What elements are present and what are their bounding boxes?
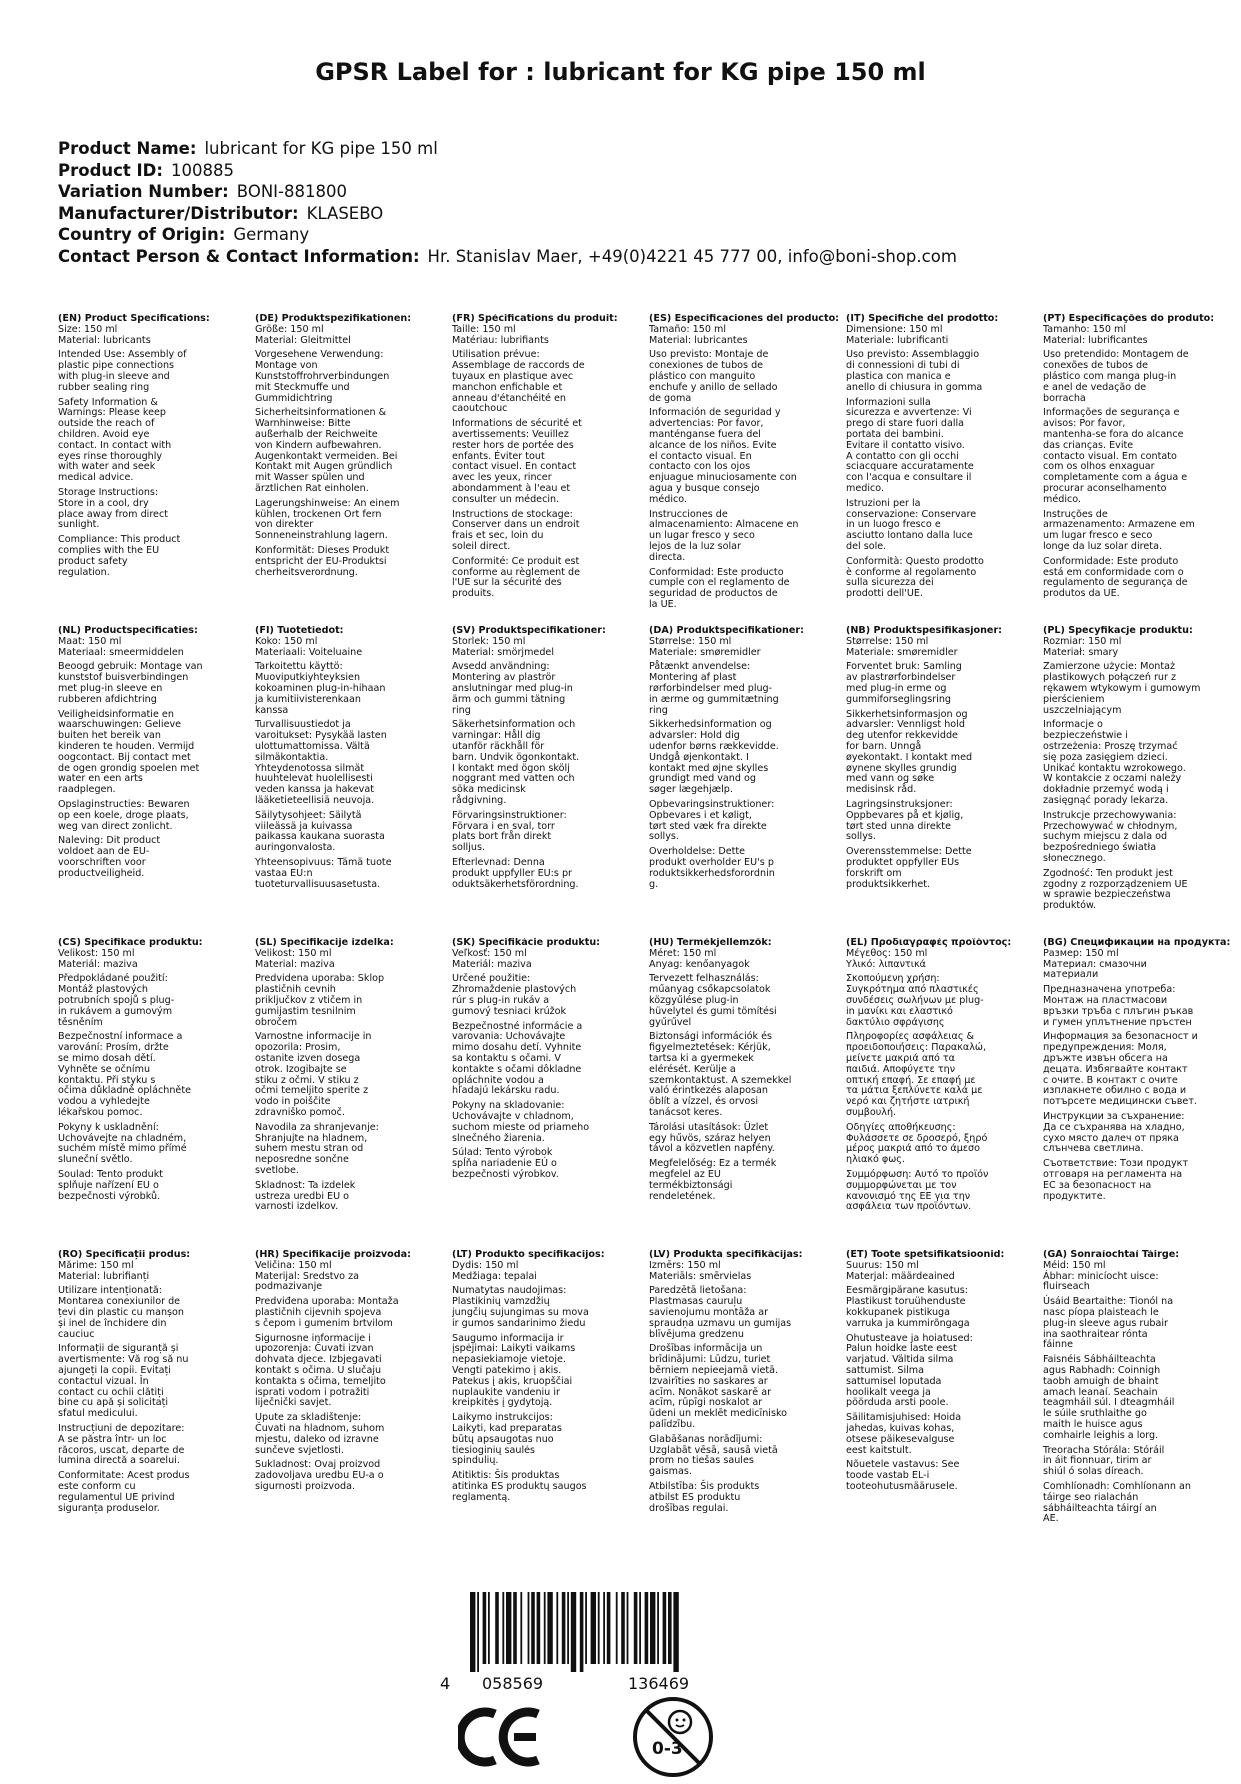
spec-line: Conformità: Questo prodotto è conforme al regolamento sulla sicurezza dei prodotti dell'UE.: [846, 555, 984, 600]
spec-line: Safety Information & Warnings: Please keep outside the reach of children. Avoid eye contact. In contact with eyes rinse thoroughly with water and seek medical advice.: [58, 396, 172, 484]
not-for-children-0-3-icon: [630, 1694, 716, 1784]
spec-line: Konformität: Dieses Produkt entspricht der EU-Produktsi cherheitsverordnung.: [255, 544, 390, 578]
barcode-bar: [591, 1592, 596, 1664]
spec-line: Größe: 150 ml: [255, 323, 324, 335]
spec-line: Glabāšanas norādījumi: Uzglabāt vēsā, sausā vietā prom no tiešas saules gaismas.: [649, 1433, 778, 1478]
spec-line: Zamierzone użycie: Montaż plastikowych połączeń rur z rękawem wtykowym i gumowym pierścieniem uszczelniającym: [1043, 661, 1201, 716]
barcode-bar: [562, 1592, 566, 1664]
spec-line: Informazioni sulla sicurezza e avvertenze: Vi prego di stare fuori dalla portata dei bambini. Evitare il contatto visivo. A contatto con gli occhi sciacquare accuratamente con l'acqua e consultare il medico.: [846, 396, 974, 494]
spec-line: Paredzētā lietošana: Plastmasas cauruļu savienojumu montāža ar spraudņa uzmavu un gumijas blīvējuma gredzenu: [649, 1285, 792, 1340]
spec-block: [255, 314, 445, 582]
barcode-bar: [537, 1592, 541, 1664]
spec-block: [846, 1250, 1036, 1497]
spec-block: [58, 314, 248, 582]
spec-heading: (EL) Προδιαγραφές προϊόντος:: [846, 938, 1012, 948]
spec-line: Μέγεθος: 150 ml: [846, 947, 928, 959]
spec-heading: (PT) Especificações do produto:: [1043, 314, 1215, 324]
barcode-bar: [650, 1592, 655, 1664]
spec-line: Conformité: Ce produit est conforme au règlement de l'UE sur la sécurité des produits.: [452, 555, 580, 600]
spec-heading: (HR) Specifikacije proizvoda:: [255, 1250, 411, 1260]
spec-line: Bezpečnostné informácie a varovania: Uchovávajte mimo dosahu detí. Vyhnite sa kontaktu s očami. V kontakte s očami dôkladne opláchnite vodou a hľadajú lekársku radu.: [452, 1020, 583, 1097]
spec-line: Οδηγίες αποθήκευσης: Φυλάσσετε σε δροσερό, ξηρό μέρος μακριά από το άμεσο ηλιακό φως.: [846, 1121, 988, 1166]
info-value: lubricant for KG pipe 150 ml: [204, 139, 438, 158]
spec-line: Upute za skladištenje: Čuvati na hladnom, suhom mjestu, daleko od izravne sunčeve svjetlosti.: [255, 1412, 385, 1456]
info-label: Product ID:: [58, 160, 163, 180]
spec-line: Pokyny k uskladnění: Uchovávejte na chladném, suchém místě mimo přímé sluneční světlo.: [58, 1121, 187, 1166]
spec-heading: (EN) Product Specifications:: [58, 314, 210, 324]
barcode-bar: [657, 1592, 659, 1664]
barcode: [440, 1592, 770, 1692]
barcode-bar: [513, 1592, 517, 1664]
spec-heading: (DA) Produktspecifikationer:: [649, 626, 804, 636]
spec-line: Sikkerhetsinformasjon og advarsler: Vennligst hold deg utenfor rekkevidde for barn. Unngå øyekontakt. I kontakt med øynene skylles grundig med vann og søke medisinsk råd.: [846, 708, 973, 796]
spec-heading: (IT) Specifiche del prodotto:: [846, 314, 999, 324]
spec-line: Σκοπούμενη χρήση: Συγκρότημα από πλαστικές συνδέσεις σωλήνων με plug- in μανίκι και ελαστικό δακτύλιο σφράγισης: [846, 973, 984, 1028]
spec-line: Material: lubricantes: [649, 334, 748, 346]
ce-mark-icon: [458, 1706, 542, 1772]
spec-line: Materiaali: Voiteluaine: [255, 646, 363, 658]
spec-block: [846, 314, 1036, 604]
spec-line: Material: maziva: [255, 958, 335, 970]
spec-block: [452, 314, 642, 604]
spec-heading: (SL) Specifikacije izdelka:: [255, 938, 394, 948]
spec-line: Съответствие: Този продукт отговаря на регламента на ЕС за безопасност на продуктите.: [1043, 1158, 1189, 1202]
info-label: Manufacturer/Distributor:: [58, 203, 299, 223]
barcode-bar: [621, 1592, 625, 1664]
spec-line: Rozmiar: 150 ml: [1043, 635, 1122, 647]
barcode-bar: [556, 1592, 558, 1664]
spec-line: Material: lubrifianți: [58, 1270, 150, 1282]
spec-line: Dydis: 150 ml: [452, 1259, 519, 1271]
spec-line: Určené použitie: Zhromaždenie plastových rúr s plug-in rukáv a gumový tesniaci krúžok: [452, 973, 577, 1017]
page-title: GPSR Label for : lubricant for KG pipe 150 ml: [315, 58, 926, 86]
spec-line: Materiaal: smeermiddelen: [58, 646, 184, 658]
spec-line: Материал: смазочни материали: [1043, 958, 1147, 981]
spec-block: [58, 938, 248, 1206]
spec-line: Overensstemmelse: Dette produktet oppfyller EUs forskrift om produktsikkerhet.: [846, 846, 972, 890]
spec-line: Tárolási utasítások: Üzlet egy hűvös, száraz helyen távol a közvetlen napfény.: [649, 1121, 775, 1155]
spec-line: Opslaginstructies: Bewaren op een koele, droge plaats, weg van direct zonlicht.: [58, 798, 190, 832]
spec-heading: (NL) Productspecificaties:: [58, 626, 198, 636]
spec-heading: (DE) Produktspezifikationen:: [255, 314, 412, 324]
spec-block: [649, 626, 839, 894]
spec-line: Påtænkt anvendelse: Montering af plast rørforbindelser med plug- in ærme og gummitætning ring: [649, 661, 779, 716]
barcode-bar: [598, 1592, 600, 1664]
spec-line: Opbevaringsinstruktioner: Opbevares i et køligt, tørt sted væk fra direkte sollys.: [649, 798, 775, 843]
spec-line: Material: smörjmedel: [452, 646, 554, 658]
spec-line: Предназначена употреба: Монтаж на пластмасови връзки тръба с плъгин ръкав и гумен уплътнение пръстен: [1043, 984, 1194, 1028]
spec-block: [1043, 314, 1233, 604]
barcode-bar: [544, 1592, 546, 1664]
barcode-bar: [639, 1592, 641, 1664]
barcode-bar: [627, 1592, 629, 1664]
spec-block: [255, 626, 445, 894]
info-row: [58, 246, 957, 268]
barcode-bar: [634, 1592, 638, 1664]
info-label: Contact Person & Contact Information:: [58, 246, 420, 266]
spec-line: Zgodność: Ten produkt jest zgodny z rozporządzeniem UE w sprawie bezpieczeństwa produktów.: [1043, 867, 1188, 912]
barcode-bar: [506, 1592, 511, 1664]
spec-line: Materiál: maziva: [58, 958, 138, 970]
spec-line: Размер: 150 ml: [1043, 947, 1119, 959]
spec-block: [255, 938, 445, 1217]
spec-line: Säkerhetsinformation och varningar: Håll dig utanför räckhåll för barn. Undvik ögonkontakt. I kontakt med ögon skölj noggrant med vatten och söka medicinsk rådgivning.: [452, 719, 580, 806]
barcode-bar: [645, 1592, 649, 1664]
spec-line: Storage Instructions: Store in a cool, dry place away from direct sunlight.: [58, 486, 168, 531]
spec-line: Soulad: Tento produkt splňuje nařízení EU o bezpečnosti výrobků.: [58, 1168, 164, 1202]
barcode-bar: [567, 1592, 569, 1664]
spec-line: Material: Gleitmittel: [255, 334, 351, 346]
spec-line: Säilitamisjuhised: Hoida jahedas, kuivas kohas, otsese päikesevalguse eest kaitstult.: [846, 1412, 962, 1456]
spec-block: [649, 314, 839, 615]
spec-line: Laikymo instrukcijos: Laikyti, kad preparatas būtų apsaugotas nuo tiesioginių saulės spindulių.: [452, 1412, 562, 1467]
spec-line: Biztonsági információk és figyelmeztetések: Kérjük, tartsa ki a gyermekek elérését. Kerülje a szemkontaktust. A szemekkel való érintkezés alaposan öblít a vízzel, és orvosi tanácsot keres.: [649, 1031, 792, 1118]
spec-line: Naleving: Dit product voldoet aan de EU- voorschriften voor productveiligheid.: [58, 835, 161, 879]
spec-line: Informacje o bezpieczeństwie i ostrzeżenia: Proszę trzymać się poza zasięgiem dzieci. Unikać kontaktu wzrokowego. W kontakcie z oczami należy dokładnie przemyć wodą i zasięgnąć porady lekarza.: [1043, 719, 1186, 806]
spec-line: Intended Use: Assembly of plastic pipe connections with plug-in sleeve and rubber sealing ring: [58, 349, 187, 393]
spec-line: Velikost: 150 ml: [255, 947, 332, 959]
barcode-bar: [488, 1592, 490, 1664]
barcode-bar: [571, 1592, 576, 1672]
spec-line: Forventet bruk: Samling av plastrørforbindelser med plug-in erme og gummiforseglingsring: [846, 661, 962, 705]
spec-block: [649, 1250, 839, 1518]
spec-line: Υλικό: λιπαντικά: [846, 958, 926, 970]
info-row: [58, 160, 957, 182]
spec-line: Tamaño: 150 ml: [649, 323, 726, 335]
barcode-bar: [495, 1592, 499, 1664]
spec-line: Navodila za shranjevanje: Shranjujte na hladnem, suhem mestu stran od neposredne sončne svetlobe.: [255, 1121, 379, 1176]
spec-line: Conformitate: Acest produs este conform cu regulamentul UE privind siguranța produselor.: [58, 1470, 190, 1514]
barcode-bar: [528, 1592, 530, 1664]
spec-line: Predviđena uporaba: Montaža plastičnih cijevnih spojeva s čepom i gumenim brtvilom: [255, 1296, 399, 1329]
spec-line: Instrukcje przechowywania: Przechowywać w chłodnym, suchym miejscu z dala od bezpośredniego światła słonecznego.: [1043, 809, 1178, 864]
spec-heading: (ET) Toote spetsifikatsioonid:: [846, 1250, 1005, 1260]
barcode-right-digits: 136469: [628, 1674, 690, 1693]
spec-block: [452, 1250, 642, 1508]
spec-heading: (ES) Especificaciones del producto:: [649, 314, 839, 324]
spec-line: Instructions de stockage: Conserver dans un endroit frais et sec, loin du soleil direct.: [452, 508, 580, 552]
spec-line: Nõuetele vastavus: See toode vastab EL-i tooteohutusmäärusele.: [846, 1459, 960, 1492]
spec-line: Atitiktis: Šis produktas atitinka ES produktų saugos reglamentą.: [452, 1470, 587, 1503]
info-value: 100885: [170, 160, 234, 180]
spec-block: [1043, 938, 1233, 1206]
barcode-bar: [477, 1592, 479, 1672]
spec-line: Sukladnost: Ovaj proizvod zadovoljava uredbu EU-a o sigurnosti proizvoda.: [255, 1459, 384, 1492]
spec-block: [1043, 1250, 1233, 1529]
spec-line: Uso pretendido: Montagem de conexões de tubos de plástico com manga plug-in e anel de vedação de borracha: [1043, 349, 1189, 404]
spec-block: [649, 938, 839, 1206]
spec-line: Instrucțiuni de depozitare: A se păstra într- un loc răcoros, uscat, departe de lumina directă a soarelui.: [58, 1422, 185, 1467]
spec-line: Bezpečnostní informace a varování: Prosím, držte se mimo dosah dětí. Vyhněte se očnímu kontaktu. Při styku s očima důkladně opláchněte vodou a vyhledejte lékařskou pomoc.: [58, 1031, 191, 1118]
barcode-bar: [580, 1592, 584, 1672]
info-label: Country of Origin:: [58, 225, 226, 244]
barcode-lead-digit: 4: [440, 1674, 451, 1693]
spec-block: [846, 938, 1036, 1217]
spec-heading: (FI) Tuotetiedot:: [255, 626, 344, 636]
spec-line: Méid: 150 ml: [1043, 1259, 1106, 1271]
spec-line: Uso previsto: Montaje de conexiones de tubos de plástico con manguito enchufe y anillo de sellado de goma: [649, 349, 778, 404]
barcode-bar: [603, 1592, 605, 1664]
spec-line: Numatytas naudojimas: Plastikinių vamzdžių jungčių sujungimas su mova ir gumos sandarinimo žiedu: [452, 1285, 589, 1329]
spec-line: Materiale: smøremidler: [846, 646, 958, 658]
spec-block: [58, 1250, 248, 1518]
spec-line: Méret: 150 ml: [649, 947, 717, 959]
spec-line: Pokyny na skladovanie: Uchovávajte v chladnom, suchom mieste od priameho slnečného žiarenia.: [452, 1100, 590, 1144]
spec-line: Tarkoitettu käyttö: Muoviputkiyhteyksien kokoaminen plug-in-hihaan ja kumitiivisterenkaan kanssa: [255, 661, 386, 716]
spec-line: Efterlevnad: Denna produkt uppfyller EU:s pr oduktsäkerhetsförordning.: [452, 856, 579, 890]
spec-line: Sikkerhedsinformation og advarsler: Hold dig udenfor børns rækkevidde. Undgå øjenkontakt. I kontakt med øjne skylles grundigt med vand og søger lægehjælp.: [649, 719, 779, 796]
spec-line: Veiligheidsinformatie en waarschuwingen: Gelieve buiten het bereik van kinderen te houden. Vermijd oogcontact. Bij contact met de ogen grondig spoelen met water en een arts raadplegen.: [58, 708, 200, 796]
spec-line: Vorgesehene Verwendung: Montage von Kunststoffrohrverbindungen mit Steckmuffe und Gummidichtring: [255, 349, 390, 404]
spec-line: Saugumo informacija ir įspėjimai: Laikyti vaikams nepasiekiamoje vietoje. Vengti patekimo į akis. Patekus į akis, kruopščiai nuplaukite vandeniu ir kreipkitės į gydytoją.: [452, 1332, 576, 1409]
spec-line: Yhteensopivuus: Tämä tuote vastaa EU:n tuoteturvallisuusasetusta.: [255, 856, 392, 890]
spec-line: Izmērs: 150 ml: [649, 1259, 721, 1271]
info-label: Variation Number:: [58, 182, 229, 201]
spec-line: Informații de siguranță și avertismente: Vă rog să nu ajungeți la copii. Evitați contactul vizual. În contact cu ochii clătiți bine cu apă și solicitați sfatul medicului.: [58, 1343, 189, 1420]
info-row: [58, 138, 957, 160]
spec-line: Varnostne informacije in opozorila: Prosim, ostanite izven dosega otrok. Izogibajte se stiku z očmi. V stiku z očmi temeljito sperite z vodo in poiščite zdravniško pomoč.: [255, 1031, 372, 1118]
spec-line: Størrelse: 150 ml: [649, 635, 732, 647]
spec-line: Instruções de armazenamento: Armazene em um lugar fresco e seco longe da luz solar direta.: [1043, 508, 1195, 552]
spec-line: Turvallisuustiedot ja varoitukset: Pysykää lasten ulottumattomissa. Vältä silmäkontaktia. Yhteydenotossa silmät huuhtelevat huolellisesti veden kanssa ja hakevat lääketieteellisiä neuvoja.: [255, 719, 387, 806]
spec-line: Suurus: 150 ml: [846, 1259, 919, 1271]
spec-block: [1043, 626, 1233, 916]
spec-line: Ohutusteave ja hoiatused: Palun hoidke laste eest varjatud. Vältida silma sattumist. Silma sattumisel loputada hoolikalt veega ja pöörduda arsti poole.: [846, 1332, 973, 1409]
barcode-bar: [531, 1592, 535, 1664]
spec-line: Úsáid Beartaithe: Tionól na nasc píopa plaisteach le plug-in sleeve agus rubair ina saothraitear rónta fáinne: [1043, 1296, 1174, 1351]
spec-line: Materiale: smøremidler: [649, 646, 761, 658]
spec-line: Koko: 150 ml: [255, 635, 318, 647]
spec-line: Anyag: kenőanyagok: [649, 958, 750, 970]
spec-line: Compliance: This product complies with the EU product safety regulation.: [58, 534, 181, 578]
spec-line: Materjal: määrdeained: [846, 1270, 955, 1282]
spec-line: Storlek: 150 ml: [452, 635, 526, 647]
spec-heading: (HU) Termékjellemzők:: [649, 938, 772, 948]
spec-line: Инструкции за съхранение: Да се съхранява на хладно, сухо място далеч от пряка слънчева светлина.: [1043, 1110, 1185, 1155]
spec-line: Faisnéis Sábháilteachta agus Rabhadh: Coinnigh taobh amuigh de bhaint amach leanaí. Seachain teagmháil súl. I dteagmháil le súile sruthlaithe go maith le huisce agus comhairle leighis a lorg.: [1043, 1354, 1175, 1441]
info-value: BONI-881800: [236, 182, 347, 201]
spec-heading: (CS) Specifikace produktu:: [58, 938, 203, 948]
spec-line: Conformidad: Este producto cumple con el reglamento de seguridad de productos de la UE.: [649, 566, 790, 610]
spec-line: Material: lubrificantes: [1043, 334, 1148, 346]
spec-line: Velikost: 150 ml: [58, 947, 135, 959]
spec-line: Materijal: Sredstvo za podmazivanje: [255, 1270, 360, 1293]
spec-line: Avsedd användning: Montering av plaströr anslutningar med plug-in ärm och gummi tätning ring: [452, 661, 573, 716]
spec-block: [846, 626, 1036, 894]
spec-line: Säilytysohjeet: Säilytä viileässä ja kuivassa paikassa kaukana suorasta auringonvalosta.: [255, 809, 385, 854]
spec-line: Předpokládané použití: Montáž plastových potrubních spojů s plug- in rukávem a gumovým těsněním: [58, 973, 175, 1028]
spec-line: Sigurnosne informacije i upozorenja: Čuvati izvan dohvata djece. Izbjegavati kontakt s očima. U slučaju kontakta s očima, temeljito isprati vodom i potražiti liječnički savjet.: [255, 1332, 386, 1409]
spec-line: Lagringsinstruksjoner: Oppbevares på et kjølig, tørt sted unna direkte sollys.: [846, 798, 964, 843]
spec-block: [452, 938, 642, 1185]
product-info: [58, 138, 957, 267]
barcode-bars: [440, 1592, 770, 1672]
spec-line: Súlad: Tento výrobok spĺňa nariadenie EÚ o bezpečnosti výrobkov.: [452, 1147, 559, 1180]
spec-heading: (SK) Špecifikácie produktu:: [452, 938, 601, 948]
info-label: Product Name:: [58, 139, 197, 158]
spec-line: Treoracha Stórála: Stóráil in áit fionnuar, tirim ar shiúl ó solas díreach.: [1043, 1444, 1165, 1478]
spec-line: Informations de sécurité et avertissements: Veuillez rester hors de portée des enfants. Éviter tout contact visuel. En contact avec les yeux, rincer abondamment à l'eau et consulter un médecin.: [452, 418, 582, 505]
spec-line: Sicherheitsinformationen & Warnhinweise: Bitte außerhalb der Reichweite von Kindern aufbewahren. Augenkontakt vermeiden. Bei Kontakt mit Augen gründlich mit Wasser spülen und ärztlichen Rat einholen.: [255, 407, 398, 494]
spec-line: Medžiaga: tepalai: [452, 1270, 537, 1282]
spec-line: Comhlíonadh: Comhlíonann an táirge seo rialachán sábháilteachta táirgí an AE.: [1043, 1480, 1191, 1525]
barcode-bar: [616, 1592, 618, 1664]
spec-line: Drošības informācija un brīdinājumi: Lūdzu, turiet bērniem nepieejamā vietā. Izvairīties no saskares ar acīm. Nonākot saskarē ar acīm, rūpīgi noskalot ar ūdeni un meklēt medicīnisko palīdzību.: [649, 1343, 788, 1430]
spec-block: [452, 626, 642, 894]
spec-line: Skladnost: Ta izdelek ustreza uredbi EU o varnosti izdelkov.: [255, 1179, 356, 1213]
barcode-bar: [673, 1592, 678, 1672]
spec-line: Atbilstība: Šis produkts atbilst ES produktu drošības regulai.: [649, 1480, 760, 1514]
spec-line: Tervezett felhasználás: műanyag csőkapcsolatok közgyűlése plug-in hüvelytel és gumi tömítési gyűrűvel: [649, 973, 777, 1028]
spec-line: Størrelse: 150 ml: [846, 635, 929, 647]
spec-line: Materiale: lubrificanti: [846, 334, 949, 346]
barcode-bar: [663, 1592, 667, 1664]
spec-line: Πληροφορίες ασφάλειας & προειδοποιήσεις: Παρακαλώ, μείνετε μακριά από τα παιδιά. Αποφύγετε την οπτική επαφή. Σε επαφή με τα μάτια ξεπλύνετε καλά με νερό και ζητήστε ιατρική συμβουλή.: [846, 1031, 986, 1118]
barcode-bar: [585, 1592, 587, 1664]
barcode-bar: [502, 1592, 504, 1664]
spec-line: Ábhar: minicíocht uisce: fluirseach: [1043, 1270, 1159, 1293]
barcode-bar: [470, 1592, 475, 1672]
info-value: KLASEBO: [306, 203, 384, 223]
spec-line: Istruzioni per la conservazione: Conservare in un luogo fresco e asciutto lontano dalla luce del sole.: [846, 497, 977, 552]
barcode-bar: [483, 1592, 487, 1664]
spec-heading: (SV) Produktspecifikationer:: [452, 626, 606, 636]
spec-line: Συμμόρφωση: Αυτό το προϊόν συμμορφώνεται με τον κανονισμό της ΕΕ για την ασφάλεια των προϊόντων.: [846, 1168, 989, 1213]
barcode-left-digits: 058569: [482, 1674, 544, 1693]
spec-line: Overholdelse: Dette produkt overholder EU's p roduktsikkerhedsforordnin g.: [649, 846, 775, 890]
spec-line: Size: 150 ml: [58, 323, 118, 335]
spec-heading: (GA) Sonraíochtaí Táirge:: [1043, 1250, 1180, 1260]
spec-block: [58, 626, 248, 884]
barcode-bar: [547, 1592, 552, 1664]
barcode-bar: [607, 1592, 611, 1664]
spec-heading: (RO) Specificații produs:: [58, 1250, 191, 1260]
age-label: 0-3: [652, 1739, 683, 1759]
spec-line: Eesmärgipärane kasutus: Plastikust toruühenduste kokkupanek pistikuga varruka ja kummirõngaga: [846, 1285, 970, 1329]
spec-line: Informações de segurança e avisos: Por favor, mantenha-se fora do alcance das crianças. Evite contacto visual. Em contato com os olhos enxaguar completamente com a água e procurar aconselhamento médico.: [1043, 407, 1188, 505]
spec-line: Veľkosť: 150 ml: [452, 947, 527, 959]
spec-line: Veličina: 150 ml: [255, 1259, 332, 1271]
spec-line: Maat: 150 ml: [58, 635, 122, 647]
spec-heading: (PL) Specyfikacje produktu:: [1043, 626, 1193, 636]
barcode-bar: [520, 1592, 522, 1664]
info-row: [58, 203, 957, 225]
spec-heading: (LT) Produkto specifikacijos:: [452, 1250, 605, 1260]
spec-block: [255, 1250, 445, 1497]
spec-line: Megfelelőség: Ez a termék megfelel az EU termékbiztonsági rendeletének.: [649, 1158, 777, 1202]
spec-line: Materiál: maziva: [452, 958, 532, 970]
spec-line: Información de seguridad y advertencias: Por favor, manténganse fuera del alcance de los niños. Evite el contacto visual. En contacto con los ojos enjuague minuciosamente con agua y busque consejo médico.: [649, 407, 797, 505]
spec-line: Dimensione: 150 ml: [846, 323, 943, 335]
info-row: [58, 224, 957, 246]
info-row: [58, 181, 957, 203]
spec-line: Materiāls: smērvielas: [649, 1270, 752, 1282]
spec-line: Tamanho: 150 ml: [1043, 323, 1127, 335]
spec-heading: (LV) Produkta specifikācijas:: [649, 1250, 803, 1260]
spec-line: Matériau: lubrifiants: [452, 334, 549, 346]
spec-line: Material: lubricants: [58, 334, 151, 346]
barcode-bar: [668, 1592, 672, 1664]
spec-line: Materiał: smary: [1043, 646, 1119, 658]
spec-line: Beoogd gebruik: Montage van kunststof buisverbindingen met plug-in sleeve en rubberen afdichtring: [58, 661, 203, 705]
info-value: Germany: [233, 225, 310, 244]
spec-line: Lagerungshinweise: An einem kühlen, trockenen Ort fern von direkter Sonneneinstrahlung lagern.: [255, 497, 400, 542]
spec-line: Conformidade: Este produto está em conformidade com o regulamento de segurança de produtos da UE.: [1043, 555, 1188, 600]
spec-line: Utilisation prévue: Assemblage de raccords de tuyaux en plastique avec manchon enfichable et anneau d'étanchéité en caoutchouc: [452, 349, 585, 415]
spec-line: Utilizare intenționată: Montarea conexiunilor de țevi din plastic cu manșon și inel de închidere din cauciuc: [58, 1285, 184, 1340]
spec-heading: (FR) Spécifications du produit:: [452, 314, 618, 324]
spec-line: Instrucciones de almacenamiento: Almacene en un lugar fresco y seco lejos de la luz solar directa.: [649, 508, 799, 563]
spec-line: Информация за безопасност и предупреждения: Моля, дръжте извън обсега на децата. Избягвайте контакт с очите. В контакт с очите изплакнете обилно с вода и потърсете медицински съвет.: [1043, 1031, 1198, 1108]
info-value: Hr. Stanislav Maer, +49(0)4221 45 777 00, info@boni-shop.com: [427, 246, 957, 266]
spec-line: Förvaringsinstruktioner: Förvara i en sval, torr plats bort från direkt solljus.: [452, 809, 567, 854]
spec-heading: (NB) Produktspesifikasjoner:: [846, 626, 1003, 636]
spec-heading: (BG) Спецификации на продукта:: [1043, 938, 1231, 948]
spec-line: Mărime: 150 ml: [58, 1259, 134, 1271]
spec-line: Predvidena uporaba: Sklop plastičnih cevnih priključkov z vtičem in gumijastim tesnilnim obročem: [255, 973, 385, 1028]
spec-line: Uso previsto: Assemblaggio di connessioni di tubi di plastica con manica e anello di chiusura in gomma: [846, 349, 983, 393]
spec-line: Taille: 150 ml: [452, 323, 516, 335]
